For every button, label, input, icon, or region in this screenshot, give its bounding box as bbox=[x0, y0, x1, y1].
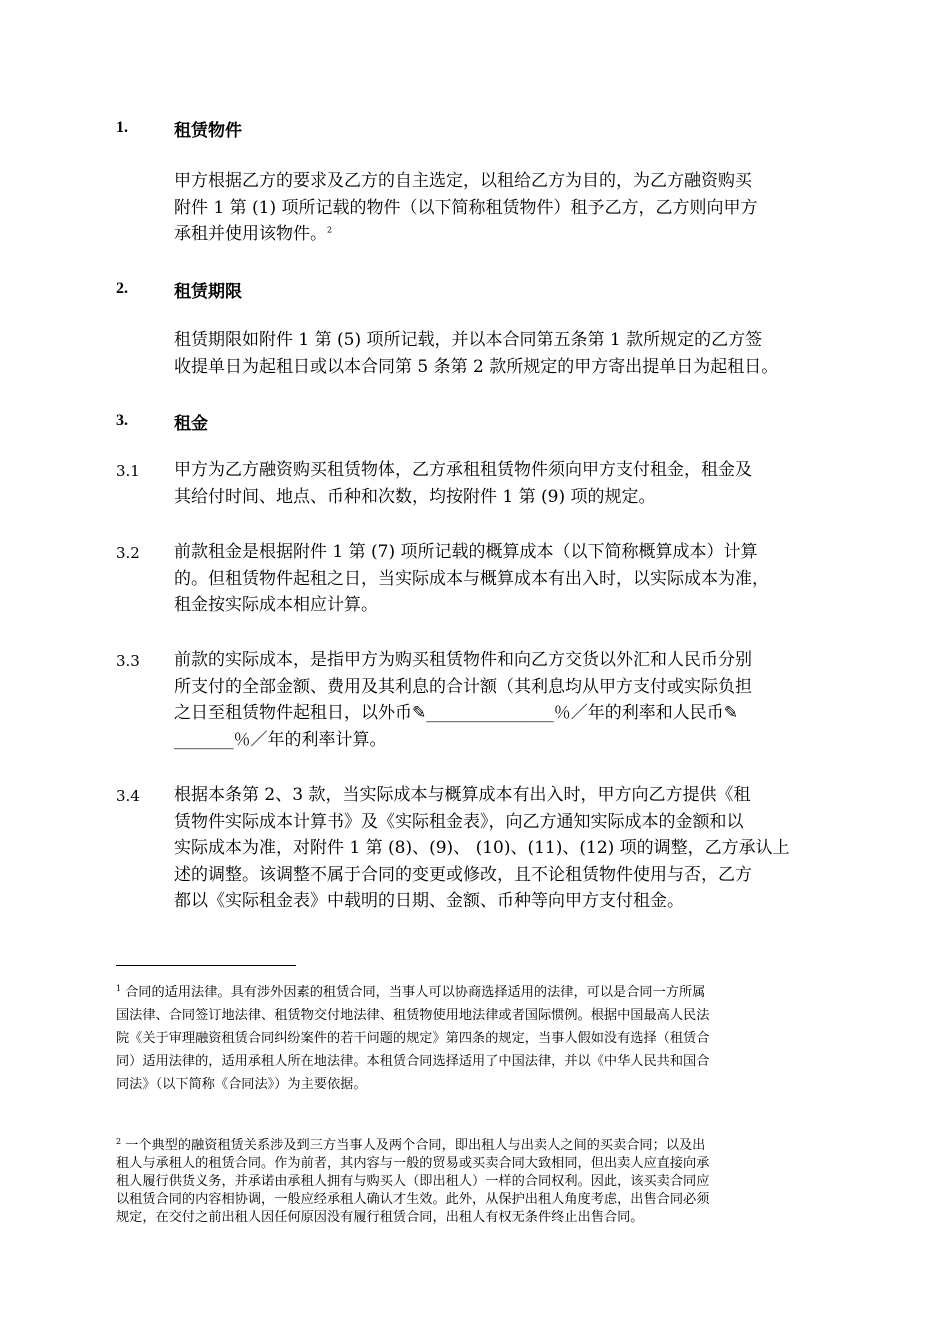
text-line bbox=[174, 221, 854, 248]
text-line: 同法》（以下简称《合同法》）为主要依据。 bbox=[116, 1077, 367, 1092]
text-line: 以租赁合同的内容相协调，一般应经承租人确认才生效。此外，从保护出租人角度考虑，出售合同必须 bbox=[116, 1192, 710, 1207]
text-line: 国法律、合同签订地法律、租赁物交付地法律、租赁物使用地法律或者国际惯例。根据中国最高人民法 bbox=[116, 1008, 710, 1023]
text-line: 甲方根据乙方的要求及乙方的自主选定，以租给乙方为目的，为乙方融资购买 bbox=[174, 171, 752, 191]
clause-number: 3.3 bbox=[116, 652, 140, 670]
section-body bbox=[174, 168, 854, 248]
text-line: 的。但租赁物件起租之日，当实际成本与概算成本有出入时，以实际成本为准， bbox=[174, 568, 769, 589]
text-line: 附件 1 第 (1) 项所记载的物件（以下简称租赁物件）租予乙方，乙方则向甲方 bbox=[174, 197, 758, 218]
text-line: 收提单日为起租日或以本合同第 5 条第 2 款所规定的甲方寄出提单日为起租日。 bbox=[174, 356, 779, 377]
text-line: 院《关于审理融资租赁合同纠纷案件的若干问题的规定》第四条的规定，当事人假如没有选择（租赁合 bbox=[116, 1031, 710, 1046]
text-line: 其给付时间、地点、币种和次数，均按附件 1 第 (9) 项的规定。 bbox=[174, 486, 656, 507]
text-line: _______％／年的利率计算。 bbox=[174, 729, 387, 750]
text-line: 都以《实际租金表》中载明的日期、金额、币种等向甲方支付租金。 bbox=[174, 891, 684, 911]
text-segment: 承租并使用该物件。 bbox=[174, 224, 327, 244]
text-line: 同）适用法律的，适用承租人所在地法律。本租赁合同选择适用了中国法律，并以《中华人民共和国合 bbox=[116, 1054, 710, 1069]
text-segment: 合同的适用法律。具有涉外因素的租赁合同，当事人可以协商选择适用的法律，可以是合同一方所属 bbox=[125, 985, 706, 1000]
section-body bbox=[174, 327, 854, 380]
text-line: 租人履行供货义务，并承诺由承租人拥有与购买人（即出租人）一样的合同权利。因此，该买卖合同应 bbox=[116, 1174, 710, 1189]
section-heading: 租赁物件 bbox=[174, 121, 242, 141]
clause-body bbox=[174, 457, 854, 510]
clause-number: 3.1 bbox=[116, 462, 140, 480]
footnote-1 bbox=[116, 981, 841, 1096]
text-line: 根据本条第 2、3 款，当实际成本与概算成本有出入时，甲方向乙方提供《租 bbox=[174, 785, 751, 805]
footnote-2 bbox=[116, 1137, 841, 1227]
text-line: 租赁期限如附件 1 第 (5) 项所记载，并以本合同第五条第 1 款所规定的乙方签 bbox=[174, 330, 763, 350]
clause-body bbox=[174, 539, 854, 619]
footnote-reference[interactable]: 2 bbox=[327, 225, 333, 235]
text-line: 甲方为乙方融资购买租赁物体，乙方承租租赁物件须向甲方支付租金，租金及 bbox=[174, 460, 752, 480]
footnote-separator bbox=[116, 965, 296, 966]
clause-body bbox=[174, 782, 854, 915]
text-line: 租人与承租人的租赁合同。作为前者，其内容与一般的贸易或买卖合同大致相同，但出卖人应直接向承 bbox=[116, 1156, 710, 1171]
footnote-mark: 2 bbox=[116, 1136, 122, 1146]
text-line: 租金按实际成本相应计算。 bbox=[174, 595, 378, 615]
clause-number: 3.4 bbox=[116, 787, 140, 805]
clause-body bbox=[174, 647, 854, 753]
text-line bbox=[116, 981, 841, 1004]
text-line: 赁物件实际成本计算书》及《实际租金表》，向乙方通知实际成本的金额和以 bbox=[174, 811, 744, 832]
text-line: 规定，在交付之前出租人因任何原因没有履行租赁合同，出租人有权无条件终止出售合同。 bbox=[116, 1210, 644, 1225]
text-line: 前款的实际成本，是指甲方为购买租赁物件和向乙方交货以外汇和人民币分别 bbox=[174, 650, 752, 670]
text-line: 之日至租赁物件起租日，以外币✎_______________％／年的利率和人民币✎ bbox=[174, 703, 738, 723]
text-segment: 一个典型的融资租赁关系涉及到三方当事人及两个合同，即出租人与出卖人之间的买卖合同；以及出 bbox=[125, 1138, 706, 1153]
clause-number: 3.2 bbox=[116, 544, 140, 562]
section-number: 2. bbox=[116, 280, 128, 297]
section-number: 3. bbox=[116, 412, 128, 429]
section-heading: 租赁期限 bbox=[174, 282, 242, 302]
text-line: 所支付的全部金额、费用及其利息的合计额（其利息均从甲方支付或实际负担 bbox=[174, 676, 752, 697]
footnote-mark: 1 bbox=[116, 983, 122, 993]
text-line: 述的调整。该调整不属于合同的变更或修改，且不论租赁物件使用与否，乙方 bbox=[174, 864, 752, 885]
text-line: 前款租金是根据附件 1 第 (7) 项所记载的概算成本（以下简称概算成本）计算 bbox=[174, 542, 758, 562]
text-line: 实际成本为准，对附件 1 第 (8)、(9)、 (10)、(11)、(12) 项的调整，乙方承认上 bbox=[174, 838, 790, 858]
section-number: 1. bbox=[116, 119, 128, 136]
text-line bbox=[116, 1137, 841, 1155]
section-heading: 租金 bbox=[174, 414, 208, 434]
